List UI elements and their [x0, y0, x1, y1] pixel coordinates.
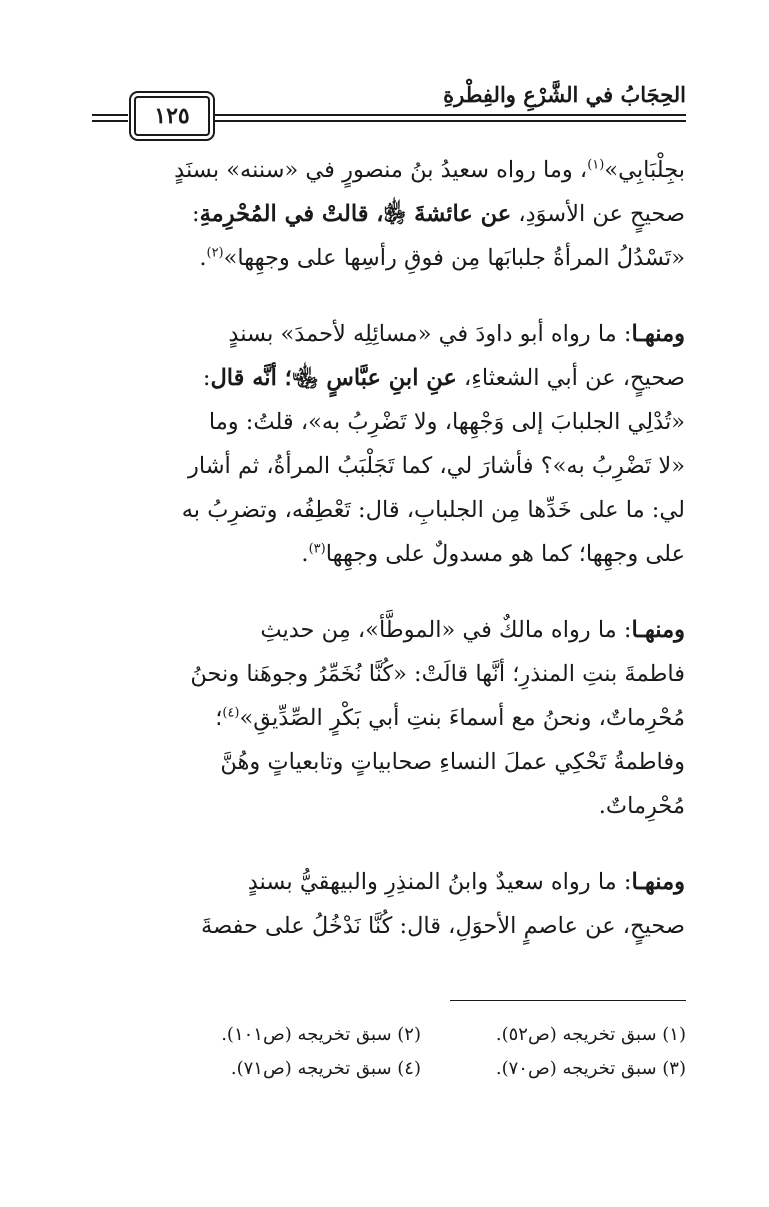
text-line [80, 652, 685, 696]
text-line [80, 400, 685, 444]
text-line [80, 488, 685, 532]
footnote-separator [450, 1000, 686, 1001]
footnote: (٤) سبق تخريجه (ص٧١). [230, 1058, 421, 1079]
paragraph-gap [80, 828, 685, 860]
footnote: (١) سبق تخريجه (ص٥٢). [495, 1024, 686, 1045]
text-run: صحيحٍ، عن عاصمٍ الأحوَلِ، قال: كُنَّا نَدْخُلُ على حفصةَ [201, 913, 685, 939]
text-run: وفاطمةُ تَحْكِي عملَ النساءِ صحابياتٍ وتابعياتٍ وهُنَّ [220, 749, 685, 775]
bold-run: ومنهـا [631, 321, 685, 347]
footnote-ref: (١) [587, 157, 605, 173]
bold-run: ومنهـا [631, 869, 685, 895]
paragraph-gap [80, 576, 685, 608]
footnote-ref: (٢) [206, 245, 224, 261]
footnote-row [96, 1052, 686, 1086]
text-line [80, 192, 685, 236]
text-run: صحيحٍ، عن أبي الشعثاءِ، [456, 365, 685, 391]
text-run: «تَسْدُلُ المرأةُ جلبابَها مِن فوقِ رأسِها على وجهِها» [223, 245, 685, 271]
text-line [80, 904, 685, 948]
paragraph [80, 312, 685, 576]
text-line [80, 312, 685, 356]
text-run: : ما رواه سعيدٌ وابنُ المنذِرِ والبيهقيُّ بسندٍ [247, 869, 632, 895]
footnote: (٣) سبق تخريجه (ص٧٠). [495, 1058, 686, 1079]
paragraph-gap [80, 280, 685, 312]
text-run: لي: ما على خَدِّها مِن الجلبابِ، قال: تَعْطِفُه، وتضرِبُ به [181, 497, 685, 523]
text-run: ، وما رواه سعيدُ بنُ منصورٍ في «سننه» بسنَدٍ [174, 157, 588, 183]
text-line [80, 740, 685, 784]
body-text [80, 148, 685, 948]
footnote: (٢) سبق تخريجه (ص١٠١). [221, 1024, 421, 1045]
text-line [80, 444, 685, 488]
text-run: على وجهِها؛ كما هو مسدولٌ على وجهِها [325, 541, 685, 567]
text-line [80, 236, 685, 280]
text-line [80, 784, 685, 828]
text-line [80, 608, 685, 652]
paragraph [80, 608, 685, 828]
text-run: . [301, 541, 309, 567]
footnote-ref: (٤) [222, 705, 240, 721]
page-number-frame [134, 96, 210, 136]
page-header [92, 80, 686, 140]
bold-run: عن عائشةَ ﵂، قالتْ في المُحْرِمةِ [199, 201, 512, 227]
header-rule [210, 120, 686, 122]
text-line [80, 148, 685, 192]
footnote-ref: (٣) [308, 541, 326, 557]
page-number: ١٢٥ [154, 103, 190, 129]
text-line [80, 860, 685, 904]
header-rule [210, 114, 686, 116]
text-run: فاطمةَ بنتِ المنذرِ؛ أنَّها قالَتْ: «كُنَّا نُخَمِّرُ وجوهَنا ونحنُ [190, 661, 685, 687]
paragraph [80, 148, 685, 280]
text-run: مُحْرِماتٌ. [598, 793, 685, 819]
text-line [80, 696, 685, 740]
running-title: الحِجَابُ في الشَّرْعِ والفِطْرةِ [443, 82, 686, 107]
text-run: مُحْرِماتٌ، ونحنُ مع أسماءَ بنتِ أبي بَكْرٍ الصِّدِّيقِ» [239, 705, 685, 731]
text-run: «لا تَضْرِبُ به»؟ فأشارَ لي، كما تَجَلْبَبُ المرأةُ، ثم أشار [187, 453, 685, 479]
text-run: : [202, 365, 211, 391]
header-rule [92, 120, 128, 122]
paragraph [80, 860, 685, 948]
text-run: ؛ [215, 705, 223, 731]
footnote-row [96, 1018, 686, 1052]
text-line [80, 356, 685, 400]
text-run: : ما رواه مالكٌ في «الموطَّأ»، مِن حديثِ [260, 617, 632, 643]
text-run: : ما رواه أبو داودَ في «مسائِلِه لأحمدَ» بسندٍ [228, 321, 632, 347]
text-run: : [191, 201, 200, 227]
bold-run: ومنهـا [631, 617, 685, 643]
text-run: «تُدْلِي الجلبابَ إلى وَجْهِها، ولا تَضْرِبُ به»، قلتُ: وما [208, 409, 685, 435]
header-rule [92, 114, 128, 116]
footnotes [96, 1018, 686, 1086]
text-run: . [199, 245, 207, 271]
text-line [80, 532, 685, 576]
text-run: بجِلْبَابِي» [604, 157, 685, 183]
text-run: صحيحٍ عن الأسوَدِ، [511, 201, 685, 227]
bold-run: عنِ ابنِ عبَّاسٍ ﵄؛ أنَّه قال [210, 365, 457, 391]
